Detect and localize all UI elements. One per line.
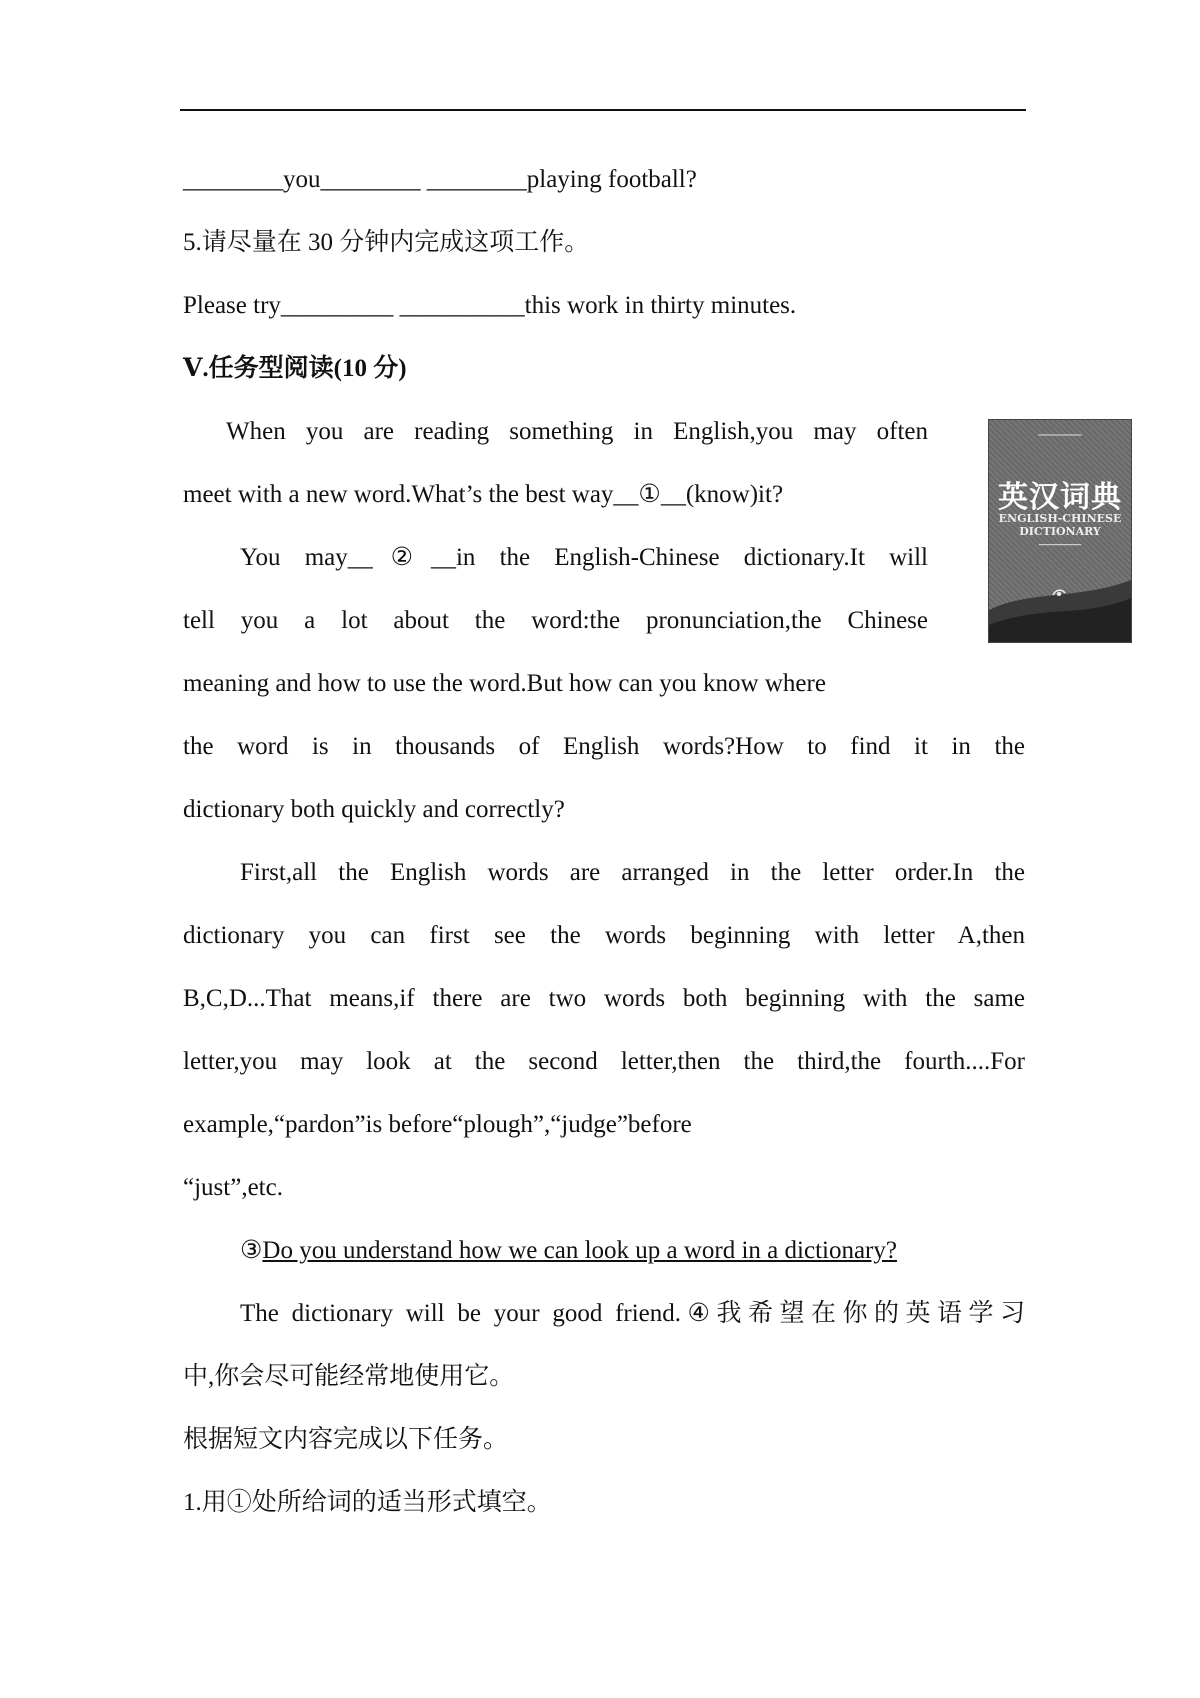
fill-in-line: ________you________ ________playing football? [183, 166, 697, 193]
passage-line: example,“pardon”is before“plough”,“judge”before [183, 1111, 692, 1138]
passage-line: B,C,D...That means,if there are two words both beginning with the same [183, 985, 1025, 1012]
series-line: ━━━━━━━━━━━━ [1038, 432, 1082, 439]
sentence-3-text: Do you understand how we can look up a word in a dictionary? [262, 1237, 897, 1264]
cover-wave-graphic [989, 570, 1131, 642]
passage-line: meet with a new word.What’s the best way__①__(know)it? [183, 481, 784, 508]
question-5-chinese: 5.请尽量在 30 分钟内完成这项工作。 [183, 229, 590, 256]
passage-line: meaning and how to use the word.But how can you know where [183, 670, 826, 697]
answer-line [180, 109, 1026, 111]
book-title-chinese: 英汉词典 [998, 481, 1122, 514]
section-title: Ⅴ.任务型阅读(10 分) [183, 355, 407, 382]
task-1: 1.用①处所给词的适当形式填空。 [183, 1489, 552, 1516]
passage-line: The dictionary will be your good friend.④我希望在你的英语学习 [240, 1300, 1025, 1327]
book-title-english: ENGLISH-CHINESE [998, 512, 1122, 525]
dictionary-cover-image [988, 419, 1132, 643]
passage-line: the word is in thousands of English words?How to find it in the [183, 733, 1025, 760]
passage-line: 中,你会尽可能经常地使用它。 [183, 1363, 515, 1390]
passage-line: “just”,etc. [183, 1174, 283, 1201]
passage-line: tell you a lot about the word:the pronunciation,the Chinese [183, 607, 928, 634]
book-subtitle-line: ━━━━━━━━━━ [1038, 541, 1082, 549]
passage-line: You may__②__in the English-Chinese dictionary.It will [240, 544, 928, 571]
passage-line: dictionary both quickly and correctly? [183, 796, 565, 823]
circled-number-3: ③ [240, 1237, 263, 1264]
passage-line: When you are reading something in English,you may often [226, 418, 928, 445]
book-title-english: DICTIONARY [1019, 525, 1101, 538]
question-5-english: Please try_________ __________this work in thirty minutes. [183, 292, 797, 319]
publisher-logo-icon [1051, 587, 1067, 599]
passage-line: dictionary you can first see the words beginning with letter A,then [183, 922, 1025, 949]
task-intro: 根据短文内容完成以下任务。 [183, 1426, 509, 1453]
underlined-sentence-3 [240, 1236, 897, 1266]
passage-line: First,all the English words are arranged in the letter order.In the [240, 859, 1025, 886]
passage-line: letter,you may look at the second letter,then the third,the fourth....For [183, 1048, 1025, 1075]
